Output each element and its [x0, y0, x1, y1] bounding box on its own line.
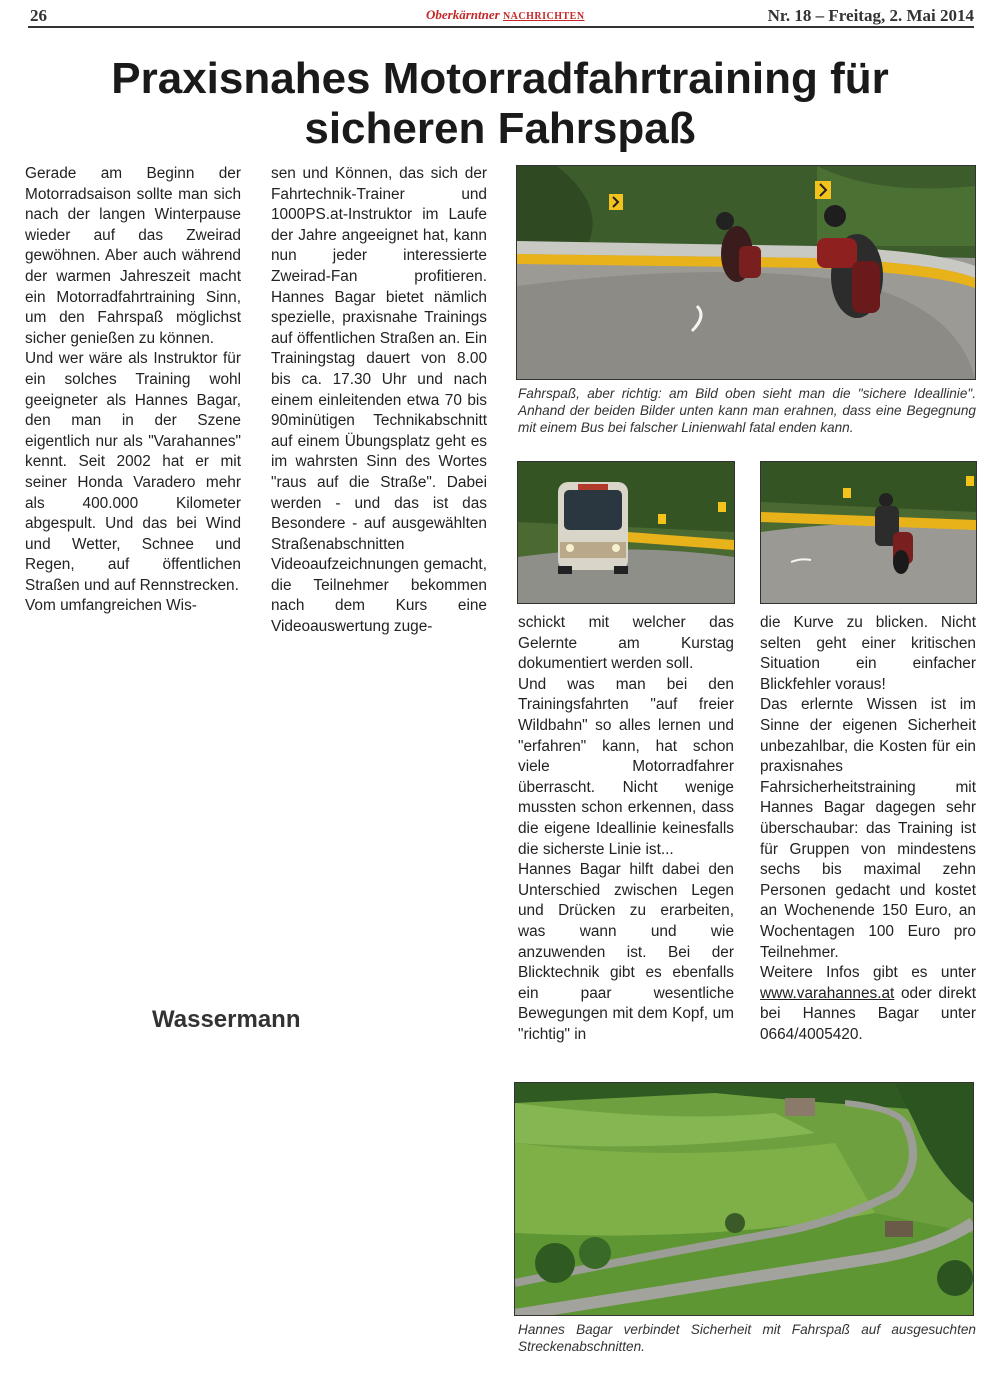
issue-date: Nr. 18 – Freitag, 2. Mai 2014 [767, 6, 974, 25]
masthead-sub: NACHRICHTEN [502, 11, 585, 22]
article-column-1 [25, 164, 241, 617]
paragraph: Gerade am Beginn der Motorradsaison sollte man sich nach der langen Winterpause wieder auf das Zweirad gewöhnen. Aber auch während der warmen Jahreszeit macht ein Motorradfahrtraining Sinn, um den Fahrspaß möglichst sicher genießen zu können. [25, 165, 241, 347]
paragraph: Hannes Bagar hilft dabei den Unterschied zwischen Legen und Drücken zu erarbeiten, was wann und wie anzuwenden ist. Bei der Blicktechnik gibt es ebenfalls ein paar wesentliche Bewegungen mit dem Kopf, um "richtig" in [518, 861, 734, 1043]
masthead-name: Oberkärntner [426, 7, 500, 22]
header-rule [28, 26, 974, 28]
contact-suffix: oder direkt bei Hannes Bagar unter 0664/4005420. [760, 984, 977, 1043]
contact-prefix: Weitere Infos gibt es unter [760, 964, 976, 982]
caption-main-photo: Fahrspaß, aber richtig: am Bild oben sieht man die "sichere Ideallinie". Anhand der beiden Bilder unten kann man erahnen, dass eine Begegnung mit einem Bus bei falscher Linienwahl fatal enden kann. [518, 386, 976, 435]
website-link[interactable]: www.varahannes.at [760, 984, 895, 1002]
article-author: Wassermann [152, 1006, 301, 1033]
photo-rider-curve [760, 461, 977, 604]
article-column-4 [760, 613, 976, 1045]
article-column-3 [518, 613, 734, 1045]
page-number: 26 [30, 6, 47, 25]
masthead-logo [426, 7, 585, 25]
photo-motorcycles-curve [516, 165, 976, 380]
photo-valley-road [514, 1082, 974, 1316]
paragraph: Und was man bei den Trainingsfahrten "auf freier Wildbahn" so alles lernen und "erfahren" kann, hat schon viele Motorradfahrer überrascht. Nicht wenige mussten schon erkennen, dass die eigene Ideallinie keinesfalls die sicherste Linie ist... [518, 675, 734, 858]
article-column-2 [271, 164, 487, 638]
caption-valley-photo: Hannes Bagar verbindet Sicherheit mit Fahrspaß auf ausgesuchten Streckenabschnitten. [518, 1322, 976, 1354]
paragraph: sen und Können, das sich der Fahrtechnik-Trainer und 1000PS.at-Instruktor im Laufe der Jahre angeeignet hat, kann nun jeder interessierte Zweirad-Fan profitieren. Hannes Bagar bietet nämlich spezielle, praxisnahe Trainings auf öffentlichen Straßen an. Ein Trainingstag dauert von 8.00 bis ca. 17.30 Uhr und nach einem einleitenden etwa 70 bis 90minütigen Technikabschnitt auf einem Übungsplatz geht es im wahrsten Sinn des Wortes "raus auf die Straße". Dabei werden - und das ist das Besondere - auf ausgewählten Straßenabschnitten Videoaufzeichnungen gemacht, die Teilnehmer bekommen nach dem Kurs eine Videoauswertung zuge- [271, 165, 487, 636]
article-headline: Praxisnahes Motorradfahrtraining für sicheren Fahrspaß [111, 54, 889, 153]
paragraph-contact [760, 963, 976, 1045]
paragraph: Das erlernte Wissen ist im Sinne der eigenen Sicherheit unbezahlbar, die Kosten für ein praxisnahes Fahrsicherheitstraining mit Hannes Bagar dagegen sehr überschaubar: das Training ist für Gruppen von mindestens sechs bis maximal zehn Personen gedacht und kostet an Wochenende 150 Euro, an Wochentagen 100 Euro pro Teilnehmer. [760, 696, 976, 961]
paragraph: schickt mit welcher das Gelernte am Kurstag dokumentiert werden soll. [518, 614, 734, 673]
paragraph: Und wer wäre als Instruktor für ein solches Training wohl geeigneter als Hannes Bagar, den man in der Szene eigentlich nur als "Varahannes" kennt. Seit 2002 hat er mit seiner Honda Varadero mehr als 400.000 Kilometer abgespult. Und das bei Wind und Wetter, Schnee und Regen, auf öffentlichen Straßen und auf Rennstrecken. [25, 350, 241, 594]
photo-bus-curve [517, 461, 735, 604]
paragraph: Vom umfangreichen Wis- [25, 597, 197, 615]
paragraph: die Kurve zu blicken. Nicht selten geht einer kritischen Situation ein einfacher Blickfehler voraus! [760, 614, 976, 693]
